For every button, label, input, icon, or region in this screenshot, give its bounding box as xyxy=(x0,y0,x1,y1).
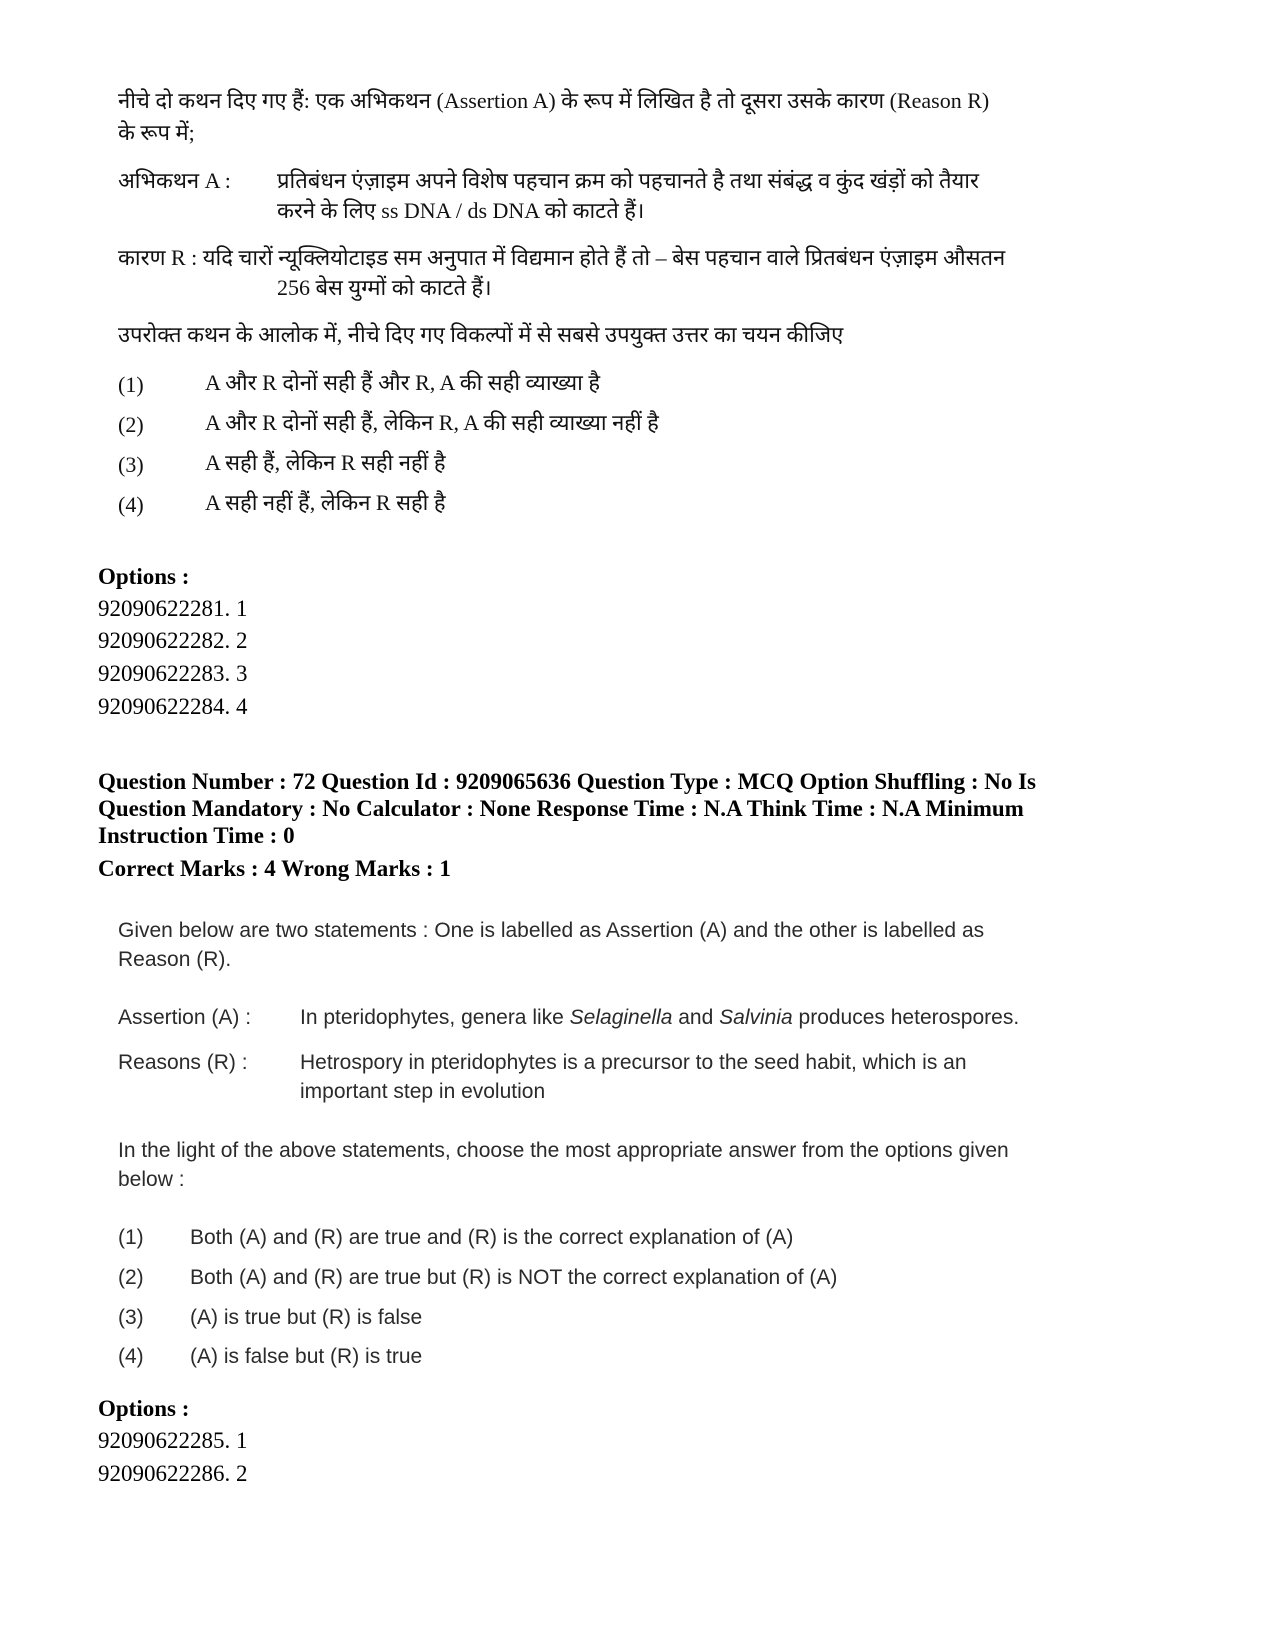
hindi-choice-text: A और R दोनों सही हैं, लेकिन R, A की सही व्याख्या नहीं है xyxy=(205,410,659,435)
english-assertion-label: Assertion (A) : xyxy=(118,1006,252,1029)
english-choice-num: (4) xyxy=(118,1345,144,1368)
hindi-choice-num: (2) xyxy=(118,412,144,437)
options-heading: Options : xyxy=(98,1396,190,1421)
hindi-reason-line2: 256 बेस युग्मों को काटते हैं। xyxy=(277,275,492,300)
english-choice-text: (A) is false but (R) is true xyxy=(190,1345,423,1368)
english-assertion-text: In pteridophytes, genera like Selaginella and Salvinia produces heterospores. xyxy=(300,1006,1020,1029)
hindi-assertion-line2: करने के लिए ss DNA / ds DNA को काटते हैं। xyxy=(277,198,645,223)
english-choice-text: Both (A) and (R) are true and (R) is the correct explanation of (A) xyxy=(190,1226,794,1249)
option-item: 92090622282. 2 xyxy=(98,628,248,653)
english-reason-line2: important step in evolution xyxy=(300,1080,546,1103)
hindi-choice-num: (1) xyxy=(118,372,144,397)
english-intro-line2: Reason (R). xyxy=(118,948,232,971)
option-item: 92090622284. 4 xyxy=(98,694,248,719)
option-item: 92090622283. 3 xyxy=(98,661,248,686)
hindi-choice-num: (4) xyxy=(118,492,144,517)
english-choice-num: (1) xyxy=(118,1226,144,1249)
meta-line1: Question Number : 72 Question Id : 9209065636 Question Type : MCQ Option Shuffling : No Is xyxy=(98,769,1037,794)
english-reason-line1: Hetrospory in pteridophytes is a precursor to the seed habit, which is an xyxy=(300,1051,967,1074)
hindi-assertion-line1: प्रतिबंधन एंज़ाइम अपने विशेष पहचान क्रम को पहचानते है तथा संबंद्ध व कुंद खंड़ों को तैयार xyxy=(277,168,979,193)
option-item: 92090622286. 2 xyxy=(98,1461,248,1486)
meta-line3: Instruction Time : 0 xyxy=(98,823,295,848)
genus-salvinia: Salvinia xyxy=(719,1006,793,1029)
english-choice-num: (3) xyxy=(118,1306,144,1329)
english-choice-text: (A) is true but (R) is false xyxy=(190,1306,423,1329)
option-item: 92090622281. 1 xyxy=(98,596,248,621)
hindi-intro-line1: नीचे दो कथन दिए गए हैं: एक अभिकथन (Assertion A) के रूप में लिखित है तो दूसरा उसके कारण (Reason R) xyxy=(118,88,990,113)
genus-selaginella: Selaginella xyxy=(569,1006,673,1029)
hindi-choice-text: A सही नहीं हैं, लेकिन R सही है xyxy=(205,490,446,515)
english-choice-num: (2) xyxy=(118,1266,144,1289)
meta-line2: Question Mandatory : No Calculator : None Response Time : N.A Think Time : N.A Minimum xyxy=(98,796,1024,821)
hindi-choice-num: (3) xyxy=(118,452,144,477)
english-choice-text: Both (A) and (R) are true but (R) is NOT the correct explanation of (A) xyxy=(190,1266,838,1289)
english-instruction-line2: below : xyxy=(118,1168,185,1191)
hindi-reason-line1: कारण R : यदि चारों न्यूक्लियोटाइड सम अनुपात में विद्यमान होते हैं तो – बेस पहचान वाले प्रितबंधन एंज़ाइम औसतन xyxy=(118,245,1006,270)
options-heading: Options : xyxy=(98,564,190,589)
english-reason-label: Reasons (R) : xyxy=(118,1051,248,1074)
hindi-instruction: उपरोक्त कथन के आलोक में, नीचे दिए गए विकल्पों में से सबसे उपयुक्त उत्तर का चयन कीजिए xyxy=(118,322,844,347)
english-intro-line1: Given below are two statements : One is labelled as Assertion (A) and the other is labelled as xyxy=(118,919,985,942)
marks-line: Correct Marks : 4 Wrong Marks : 1 xyxy=(98,856,451,881)
option-item: 92090622285. 1 xyxy=(98,1428,248,1453)
hindi-intro-line2: के रूप में; xyxy=(118,120,195,145)
hindi-choice-text: A सही हैं, लेकिन R सही नहीं है xyxy=(205,450,446,475)
hindi-choice-text: A और R दोनों सही हैं और R, A की सही व्याख्या है xyxy=(205,370,601,395)
english-instruction-line1: In the light of the above statements, choose the most appropriate answer from the options given xyxy=(118,1139,1009,1162)
hindi-assertion-label: अभिकथन A : xyxy=(118,168,231,193)
